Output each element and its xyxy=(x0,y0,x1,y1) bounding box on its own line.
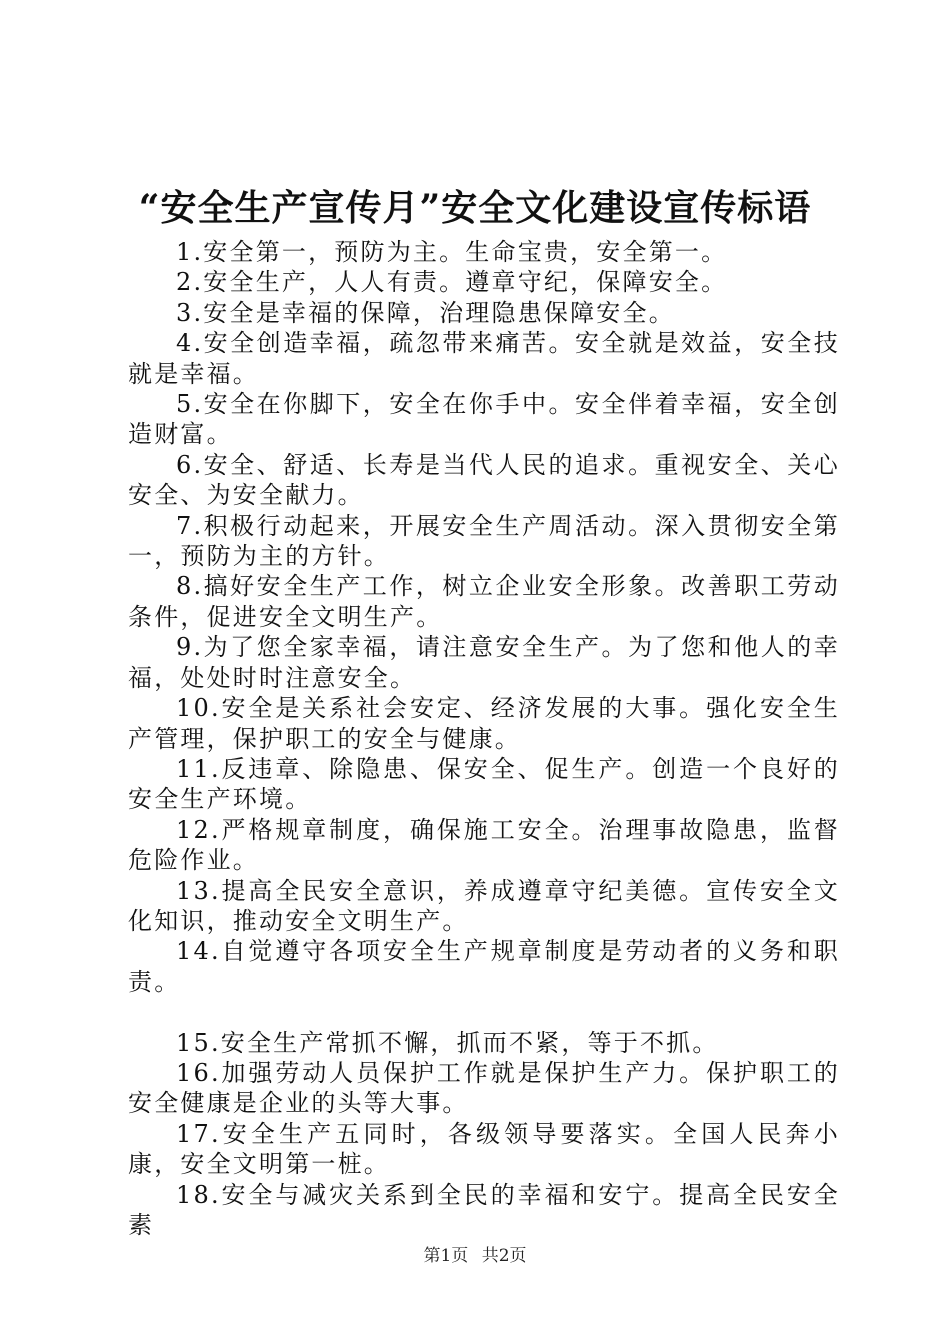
slogan-item-1: 1.安全第一，预防为主。生命宝贵，安全第一。 xyxy=(176,238,728,266)
slogan-item-11: 11.反违章、除隐患、保安全、促生产。创造一个良好的安全生产环境。 xyxy=(128,754,840,814)
slogan-item-7: 7.积极行动起来，开展安全生产周活动。深入贯彻安全第一，预防为主的方针。 xyxy=(128,511,840,571)
page-number: 第1页 xyxy=(423,1246,469,1266)
slogan-item-8: 8.搞好安全生产工作，树立企业安全形象。改善职工劳动条件，促进安全文明生产。 xyxy=(128,572,840,631)
slogan-item-3: 3.安全是幸福的保障，治理隐患保障安全。 xyxy=(176,298,675,327)
slogan-item-13: 13.提高全民安全意识，养成遵章守纪美德。宣传安全文化知识，推动安全文明生产。 xyxy=(128,876,840,935)
slogan-item-17: 17.安全生产五同时，各级领导要落实。全国人民奔小康，安全文明第一桩。 xyxy=(128,1119,840,1179)
slogan-item-12: 12.严格规章制度，确保施工安全。治理事故隐患，监督危险作业。 xyxy=(128,815,840,875)
slogan-item-16: 16.加强劳动人员保护工作就是保护生产力。保护职工的安全健康是企业的头等大事。 xyxy=(128,1058,840,1118)
slogan-item-5: 5.安全在你脚下，安全在你手中。安全伴着幸福，安全创造财富。 xyxy=(128,390,840,449)
document-title: “安全生产宣传月”安全文化建设宣传标语 xyxy=(138,187,812,229)
slogan-item-2: 2.安全生产，人人有责。遵章守纪，保障安全。 xyxy=(176,268,728,297)
slogan-item-9: 9.为了您全家幸福，请注意安全生产。为了您和他人的幸福，处处时时注意安全。 xyxy=(128,633,840,692)
page-total: 共2页 xyxy=(481,1246,527,1266)
page-footer xyxy=(0,1244,950,1268)
slogan-item-4: 4.安全创造幸福，疏忽带来痛苦。安全就是效益，安全技就是幸福。 xyxy=(128,329,840,388)
slogan-item-14: 14.自觉遵守各项安全生产规章制度是劳动者的义务和职责。 xyxy=(128,937,840,996)
slogan-list xyxy=(128,237,840,1240)
slogan-item-15: 15.安全生产常抓不懈，抓而不紧，等于不抓。 xyxy=(176,1028,719,1057)
slogan-item-10: 10.安全是关系社会安定、经济发展的大事。强化安全生产管理，保护职工的安全与健康。 xyxy=(128,694,840,753)
slogan-item-6: 6.安全、舒适、长寿是当代人民的追求。重视安全、关心安全、为安全献力。 xyxy=(128,450,840,510)
slogan-item-18: 18.安全与减灾关系到全民的幸福和安宁。提高全民安全素 xyxy=(128,1180,840,1239)
